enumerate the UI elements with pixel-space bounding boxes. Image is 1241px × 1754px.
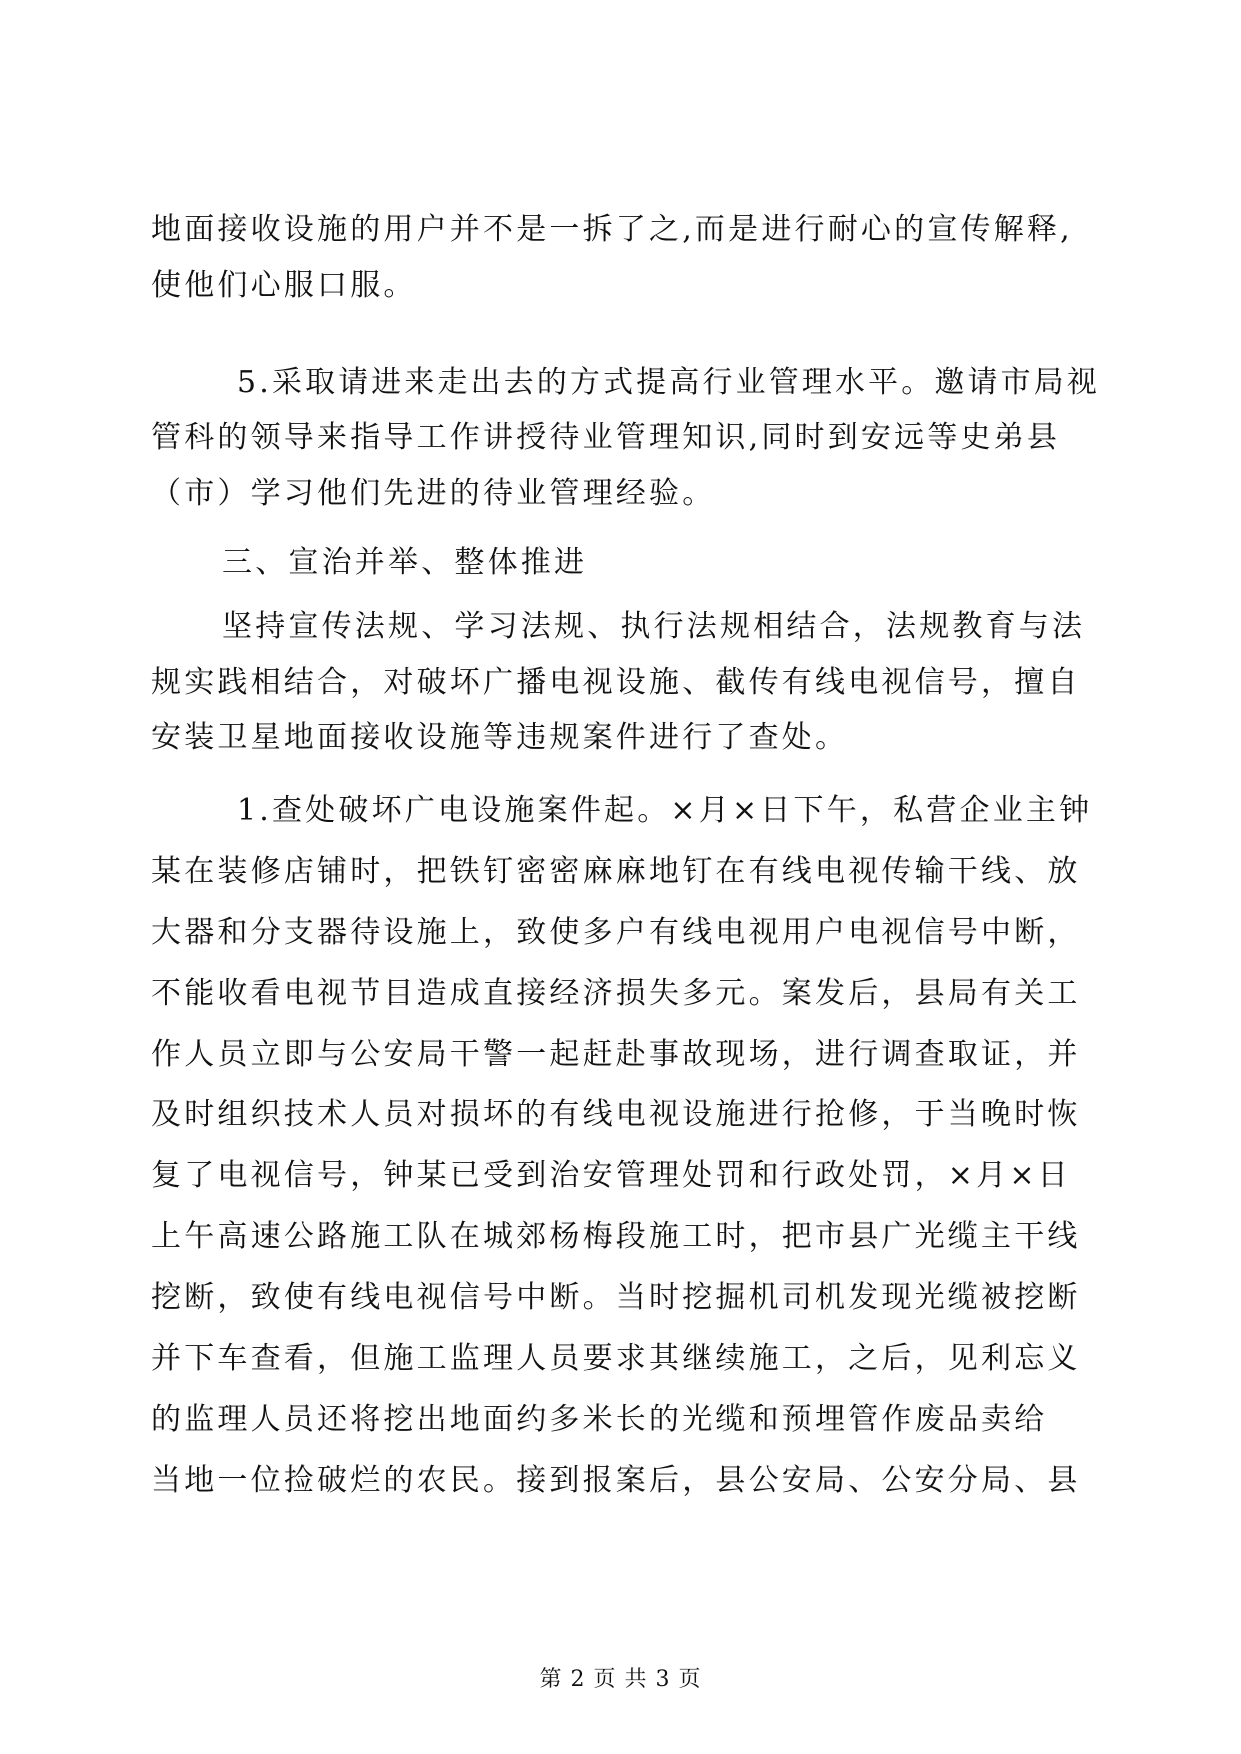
paragraph-line: 安装卫星地面接收设施等违规案件进行了查处。 bbox=[151, 720, 849, 755]
paragraph-line: 的监理人员还将挖出地面约多米长的光缆和预埋管作废品卖给 bbox=[151, 1402, 1048, 1437]
page-number-footer: 第 2 页 共 3 页 bbox=[539, 1667, 702, 1692]
paragraph-line: 5.采取请进来走出去的方式提高行业管理水平。邀请市局视 bbox=[237, 365, 1101, 400]
paragraph-line: 并下车查看，但施工监理人员要求其继续施工，之后，见利忘义 bbox=[151, 1341, 1081, 1376]
paragraph-line: 挖断，致使有线电视信号中断。当时挖掘机司机发现光缆被挖断 bbox=[151, 1280, 1081, 1315]
paragraph-line: 管科的领导来指导工作讲授待业管理知识,同时到安远等史弟县 bbox=[151, 420, 1061, 455]
paragraph-line: 地面接收设施的用户并不是一拆了之,而是进行耐心的宣传解释, bbox=[151, 212, 1073, 247]
paragraph-line: 规实践相结合，对破坏广播电视设施、截传有线电视信号，擅自 bbox=[151, 665, 1081, 700]
paragraph-line: 坚持宣传法规、学习法规、执行法规相结合，法规教育与法 bbox=[222, 609, 1086, 644]
paragraph-line: 大器和分支器待设施上，致使多户有线电视用户电视信号中断， bbox=[151, 915, 1081, 950]
paragraph-line: 不能收看电视节目造成直接经济损失多元。案发后，县局有关工 bbox=[151, 976, 1081, 1011]
paragraph-line: （市）学习他们先进的待业管理经验。 bbox=[151, 476, 716, 511]
paragraph-line: 上午高速公路施工队在城郊杨梅段施工时，把市县广光缆主干线 bbox=[151, 1219, 1081, 1254]
paragraph-line: 使他们心服口服。 bbox=[151, 268, 417, 303]
paragraph-line: 某在装修店铺时，把铁钉密密麻麻地钉在有线电视传输干线、放 bbox=[151, 854, 1081, 889]
paragraph-line: 1.查处破坏广电设施案件起。×月×日下午，私营企业主钟 bbox=[237, 793, 1093, 828]
section-heading: 三、宣治并举、整体推进 bbox=[222, 545, 588, 580]
paragraph-line: 及时组织技术人员对损坏的有线电视设施进行抢修，于当晚时恢 bbox=[151, 1097, 1081, 1132]
paragraph-line: 复了电视信号，钟某已受到治安管理处罚和行政处罚，×月×日 bbox=[151, 1158, 1071, 1193]
paragraph-line: 当地一位捡破烂的农民。接到报案后，县公安局、公安分局、县 bbox=[151, 1463, 1081, 1498]
paragraph-line: 作人员立即与公安局干警一起赶赴事故现场，进行调查取证，并 bbox=[151, 1037, 1081, 1072]
